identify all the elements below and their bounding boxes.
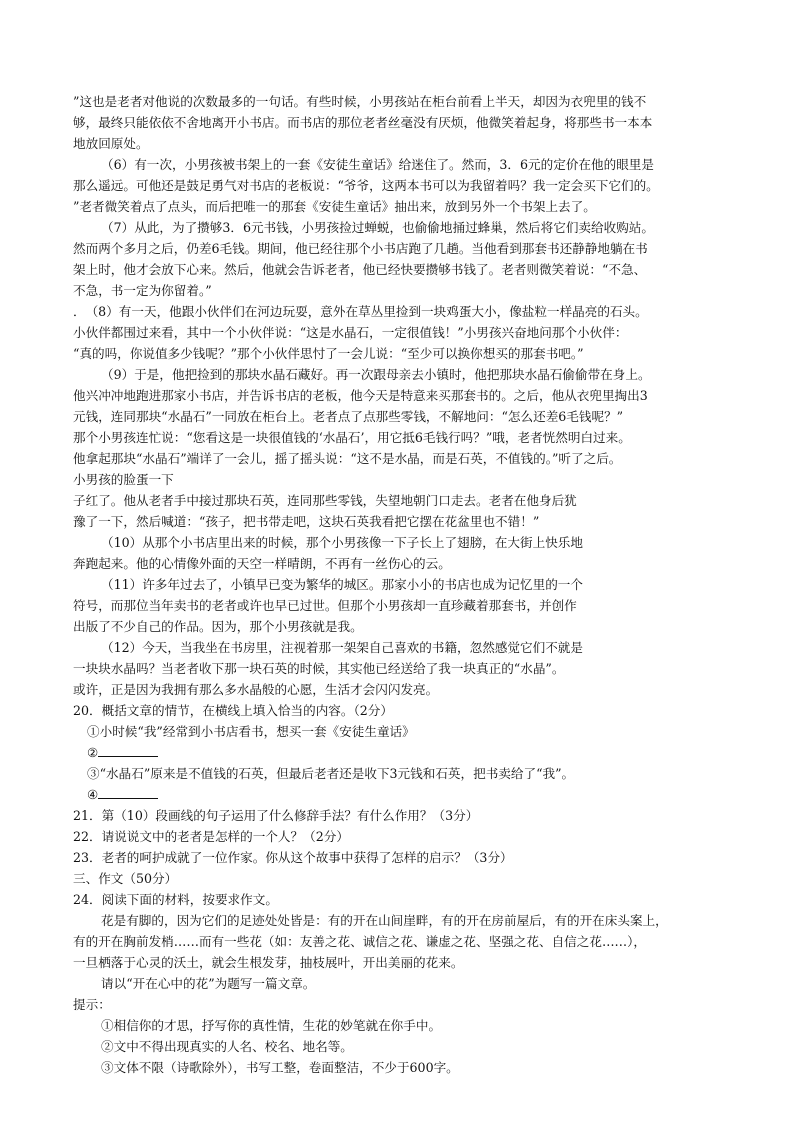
question-22: 22．请说说文中的老者是怎样的一个人？（2分） bbox=[73, 829, 349, 844]
question-20-title: 20．概括文章的情节，在横线上填入恰当的内容。（2分） bbox=[73, 703, 393, 718]
article-line: 小伙伴都围过来看，其中一个小伙伴说：“这是水晶石，一定很值钱！”小男孩兴奋地问那个小伙伴： bbox=[73, 325, 628, 340]
question-21: 21．第（10）段画线的句子运用了什么修辞手法？有什么作用？（3分） bbox=[73, 808, 479, 823]
item-marker: ② bbox=[87, 745, 99, 760]
article-line: （7）从此，为了攒够3．6元书钱，小男孩捡过蝉蜕，也偷偷地捅过蜂巢，然后将它们卖给收购站。 bbox=[101, 220, 654, 235]
article-line: 不急，书一定为你留着。” bbox=[73, 283, 212, 298]
article-line: 他拿起那块“水晶石”端详了一会儿，摇了摇头说：“这不是水晶，而是石英，不值钱的。”听了之后。 bbox=[73, 451, 622, 466]
article-line: ”这也是老者对他说的次数最多的一句话。有些时候，小男孩站在柜台前看上半天，却因为衣兜里的钱不 bbox=[73, 94, 647, 109]
answer-blank[interactable] bbox=[98, 785, 158, 799]
article-line: 地放回原处。 bbox=[73, 136, 149, 151]
material-line: 请以“开在心中的花”为题写一篇文章。 bbox=[101, 976, 316, 991]
article-line: 那么遥远。可他还是鼓足勇气对书店的老板说：“爷爷，这两本书可以为我留着吗？我一定会买下它们的。 bbox=[73, 178, 659, 193]
article-line: 符号，而那位当年卖书的老者或许也早已过世。但那个小男孩却一直珍藏着那套书，并创作 bbox=[73, 598, 577, 613]
question-23: 23．老者的呵护成就了一位作家。你从这个故事中获得了怎样的启示？（3分） bbox=[73, 850, 513, 865]
article-line: ”老者微笑着点了点头，而后把唯一的那套《安徒生童话》抽出来，放到另外一个书架上去了。 bbox=[73, 199, 596, 214]
article-line: （10）从那个小书店里出来的时候，那个小男孩像一下子长上了翅膀，在大街上快乐地 bbox=[101, 535, 583, 550]
material-line: 花是有脚的，因为它们的足迹处处皆是：有的开在山间崖畔，有的开在房前屋后，有的开在床头案上， bbox=[101, 913, 668, 928]
article-line: 子红了。他从老者手中接过那块石英，连同那些零钱，失望地朝门口走去。老者在他身后犹 bbox=[73, 493, 577, 508]
article-line: 然而两个多月之后，仍差6毛钱。期间，他已经往那个小书店跑了几趟。当他看到那套书还静静地躺在书 bbox=[73, 241, 648, 256]
hint-item: ③文体不限（诗歌除外），书写工整，卷面整洁，不少于600字。 bbox=[101, 1060, 459, 1075]
article-line: 元钱，连同那块“水晶石”一同放在柜台上。老者点了点那些零钱，不解地问：“怎么还差6毛钱呢？” bbox=[73, 409, 624, 424]
question-20-item: ③“水晶石”原来是不值钱的石英，但最后老者还是收下3元钱和石英，把书卖给了“我”。 bbox=[87, 766, 575, 781]
hint-label: 提示： bbox=[73, 997, 111, 1012]
article-line: 豫了一下，然后喊道：“孩子，把书带走吧，这块石英我看把它摆在花盆里也不错！” bbox=[73, 514, 540, 529]
article-line: （11）许多年过去了，小镇早已变为繁华的城区。那家小小的书店也成为记忆里的一个 bbox=[101, 577, 583, 592]
article-line: 一块块水晶吗？当老者收下那一块石英的时候，其实他已经送给了我一块真正的“水晶”。 bbox=[73, 661, 565, 676]
item-marker: ④ bbox=[87, 787, 99, 802]
answer-blank[interactable] bbox=[98, 743, 158, 757]
article-line: （6）有一次，小男孩被书架上的一套《安徒生童话》给迷住了。然而，3．6元的定价在他的眼里是 bbox=[101, 157, 654, 172]
material-line: 有的开在胸前发梢……而有一些花（如：友善之花、诚信之花、谦虚之花、坚强之花、自信之花……）， bbox=[73, 934, 647, 949]
article-line: （12）今天，当我坐在书房里，注视着那一架架自己喜欢的书籍，忽然感觉它们不就是 bbox=[101, 640, 583, 655]
question-20-item bbox=[87, 785, 158, 805]
article-line: “真的吗，你说值多少钱呢？”那个小伙伴思忖了一会儿说：“至少可以换你想买的那套书吧。” bbox=[73, 346, 584, 361]
section-heading: 三、作文（50分） bbox=[73, 871, 178, 886]
article-line: 或许，正是因为我拥有那么多水晶般的心愿，生活才会闪闪发亮。 bbox=[73, 682, 439, 697]
hint-item: ②文中不得出现真实的人名、校名、地名等。 bbox=[101, 1039, 353, 1054]
article-line: 小男孩的脸蛋一下 bbox=[73, 472, 174, 487]
article-line: （9）于是，他把捡到的那块水晶石藏好。再一次跟母亲去小镇时，他把那块水晶石偷偷带在身上。 bbox=[101, 367, 651, 382]
hint-item: ①相信你的才思，抒写你的真性情，生花的妙笔就在你手中。 bbox=[101, 1018, 442, 1033]
article-line: 够，最终只能依依不舍地离开小书店。而书店的那位老者丝毫没有厌烦，他微笑着起身，将那些书一本本 bbox=[73, 115, 653, 130]
article-line: 奔跑起来。他的心情像外面的天空一样晴朗，不再有一丝伤心的云。 bbox=[73, 556, 451, 571]
article-line: ． （8）有一天，他跟小伙伴们在河边玩耍，意外在草丛里捡到一块鸡蛋大小，像盐粒一样晶亮的石头。 bbox=[73, 304, 648, 319]
article-line: 架上时，他才会放下心来。然后，他就会告诉老者，他已经快要攒够书钱了。老者则微笑着说：“不急、 bbox=[73, 262, 647, 277]
question-20-item: ①小时候“我”经常到小书店看书，想买一套《安徒生童话》 bbox=[87, 724, 415, 739]
article-line: 那个小男孩连忙说：“您看这是一块很值钱的‘水晶石’，用它抵6毛钱行吗？”哦，老者恍然明白过来。 bbox=[73, 430, 631, 445]
question-24-title: 24．阅读下面的材料，按要求作文。 bbox=[73, 892, 278, 907]
material-line: 一旦栖落于心灵的沃土，就会生根发芽，抽枝展叶，开出美丽的花来。 bbox=[73, 955, 464, 970]
article-line: 出版了不少自己的作品。因为，那个小男孩就是我。 bbox=[73, 619, 363, 634]
article-line: 他兴冲冲地跑进那家小书店，并告诉书店的老板，他今天是特意来买那套书的。之后，他从衣兜里掏出3 bbox=[73, 388, 648, 403]
question-20-item bbox=[87, 743, 158, 763]
